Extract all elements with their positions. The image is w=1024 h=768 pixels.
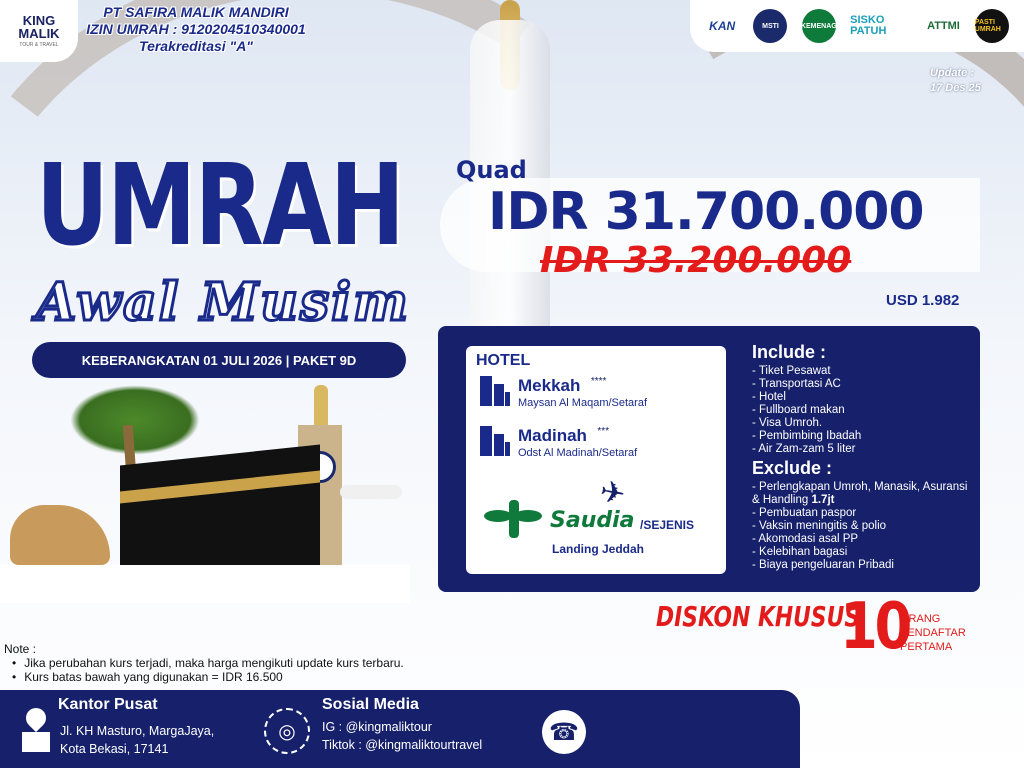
page-subtitle: Awal Musim	[36, 272, 410, 333]
airplane-icon: ✈	[597, 475, 628, 512]
price-usd: USD 1.982	[886, 292, 960, 309]
office-address-line: Jl. KH Masturo, MargaJaya,	[60, 724, 215, 738]
phone-icon[interactable]: ☎	[542, 710, 586, 754]
discount-number: 10	[840, 590, 909, 664]
list-item: • Kurs batas bawah yang digunakan = IDR 16.500	[12, 670, 404, 684]
airplane-image	[340, 485, 402, 499]
discount-label: DISKON KHUSUS	[656, 600, 861, 633]
list-item: - Kelebihan bagasi	[752, 546, 848, 558]
list-item: - Pembuatan paspor	[752, 507, 857, 519]
list-item	[752, 481, 972, 507]
note-list	[12, 656, 404, 684]
handling-fee: 1.7jt	[811, 494, 835, 506]
office-address-line: Kota Bekasi, 17141	[60, 742, 169, 756]
building-icon	[480, 376, 510, 406]
list-item: - Fullboard makan	[752, 404, 845, 416]
update-label: Update :	[930, 67, 974, 79]
page-title: UMRAH	[36, 141, 404, 271]
building-icon	[480, 426, 510, 456]
company-license: IZIN UMRAH : 9120204510340001	[86, 21, 306, 37]
update-date: 17 Des 25	[930, 82, 981, 94]
discount-note-line: PENDAFTAR	[900, 627, 966, 639]
partner-logos	[690, 0, 1024, 52]
kan-logo: KAN	[709, 19, 736, 33]
palm-tree-icon	[70, 385, 200, 455]
ground	[0, 565, 410, 603]
hotel-heading: HOTEL	[476, 352, 531, 369]
update-stamp	[930, 66, 981, 96]
exclude-list	[752, 481, 972, 572]
list-item: - Visa Umroh.	[752, 417, 823, 429]
company-name: PT SAFIRA MALIK MANDIRI	[103, 4, 289, 20]
location-pin-icon	[22, 708, 50, 752]
brand-name: KING MALIK	[18, 13, 60, 41]
departure-badge: KEBERANGKATAN 01 JULI 2026 | PAKET 9D	[32, 342, 406, 378]
social-heading: Sosial Media	[322, 696, 419, 713]
saudia-palm-logo-icon	[484, 500, 544, 540]
hotel-city: Mekkah	[518, 376, 581, 395]
list-item: - Air Zam-zam 5 liter	[752, 443, 856, 455]
price-original: IDR 33.200.000	[540, 240, 852, 281]
list-item: - Pembimbing Ibadah	[752, 430, 862, 442]
hotel-item-madinah	[480, 426, 720, 459]
airline-landing: Landing Jeddah	[552, 542, 645, 556]
list-item: - Tiket Pesawat	[752, 365, 831, 377]
list-item: - Akomodasi asal PP	[752, 533, 859, 545]
include-list	[752, 365, 972, 456]
hotel-name: Maysan Al Maqam/Setaraf	[518, 397, 648, 409]
discount-note-line: PERTAMA	[900, 641, 953, 653]
exclude-heading: Exclude :	[752, 458, 833, 478]
list-item-text: - Perlengkapan Umroh, Manasik, Asuransi & Handling	[752, 481, 968, 506]
globe-social-icon: ◎	[264, 708, 310, 754]
list-item: - Vaksin meningitis & polio	[752, 520, 887, 532]
hotel-item-mekkah	[480, 376, 720, 409]
sisko-patuh-logo: SISKO PATUH	[850, 14, 887, 37]
discount-note	[900, 612, 966, 654]
discount-note-line: ORANG	[900, 613, 941, 625]
camel-icon	[10, 505, 110, 565]
include-heading: Include :	[752, 342, 827, 362]
brand-logo	[0, 0, 78, 62]
room-type: Quad	[456, 156, 527, 184]
office-address	[60, 722, 250, 758]
hotel-stars: ***	[597, 426, 610, 437]
brand-tagline: TOUR & TRAVEL	[19, 42, 59, 48]
office-heading: Kantor Pusat	[58, 696, 158, 713]
msti-logo: MSTI	[753, 9, 787, 43]
clock-tower-spire	[314, 385, 328, 427]
airline-name: Saudia	[550, 508, 635, 533]
airline-suffix: /SEJENIS	[640, 518, 695, 532]
pasti-umrah-logo: PASTI UMRAH	[975, 9, 1009, 43]
attmi-logo: ATTMI	[927, 20, 960, 32]
list-item: - Hotel	[752, 391, 786, 403]
list-item: - Biaya pengeluaran Pribadi	[752, 559, 894, 571]
company-accreditation: Terakreditasi "A"	[139, 38, 253, 54]
kaaba-scene	[0, 385, 410, 605]
instagram-handle[interactable]: IG : @kingmaliktour	[322, 720, 432, 734]
price-current: IDR 31.700.000	[488, 182, 924, 242]
company-info	[86, 4, 306, 55]
tiktok-handle[interactable]: Tiktok : @kingmaliktourtravel	[322, 738, 483, 752]
hotel-name: Odst Al Madinah/Setaraf	[518, 447, 638, 459]
kemenag-logo: KEMENAG	[802, 9, 836, 43]
list-item: - Transportasi AC	[752, 378, 841, 390]
hotel-stars: ****	[590, 376, 607, 387]
list-item: • Jika perubahan kurs terjadi, maka harga mengikuti update kurs terbaru.	[12, 656, 404, 670]
note-title: Note :	[4, 642, 37, 656]
hotel-city: Madinah	[518, 426, 587, 445]
